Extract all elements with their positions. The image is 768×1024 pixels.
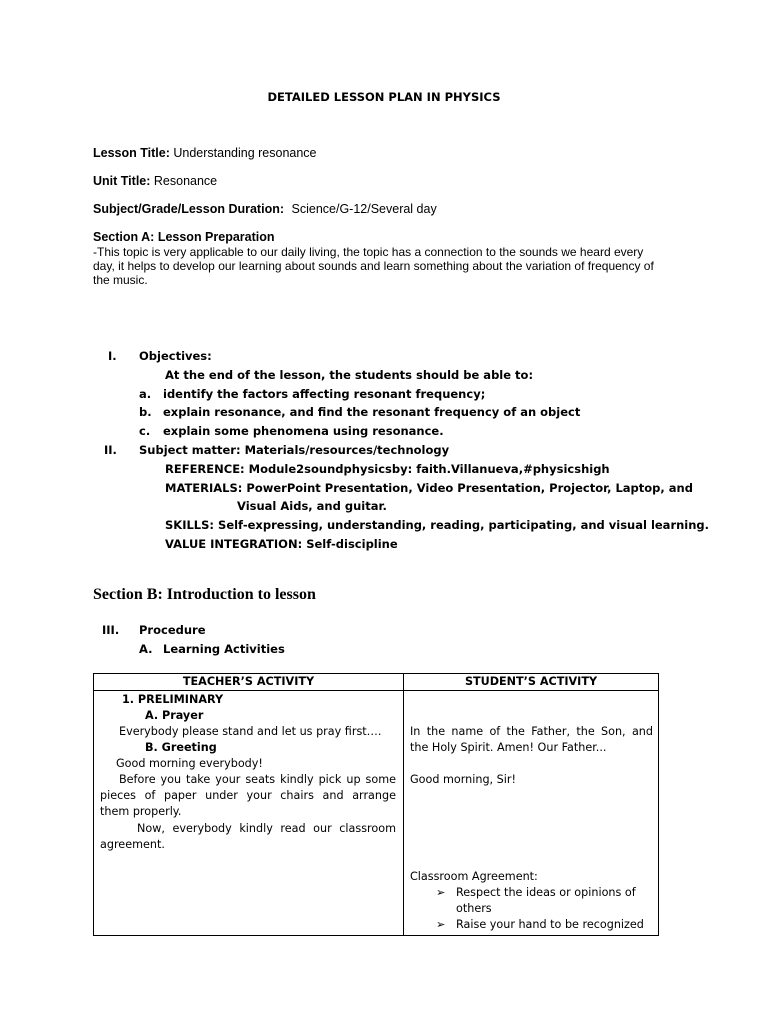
materials-value-continued: Visual Aids, and guitar. [237, 499, 387, 513]
reference-line [165, 462, 610, 476]
arrowhead-bullet-icon: ➢ [436, 918, 446, 931]
agreement-item-2 [436, 917, 644, 933]
materials-label: MATERIALS: [165, 481, 243, 495]
read-agreement-line1: Now, everybody kindly read our classroom [137, 822, 396, 835]
unit-title-line [93, 174, 217, 188]
skills-label: SKILLS: [165, 518, 215, 532]
lesson-title-value: Understanding resonance [173, 146, 317, 160]
subject-matter-numeral: II. [104, 443, 117, 457]
document-title: DETAILED LESSON PLAN IN PHYSICS [267, 90, 501, 104]
prayer-heading: A. Prayer [145, 709, 204, 722]
student-activity-header: STUDENT’S ACTIVITY [404, 674, 659, 691]
objective-item-c: explain some phenomena using resonance. [163, 424, 444, 438]
greeting-instruction: Good morning everybody! [116, 757, 263, 770]
teacher-activity-header: TEACHER’S ACTIVITY [94, 674, 404, 691]
subject-matter-label: Subject matter: Materials/resources/technology [139, 443, 450, 457]
agreement-item-1-line1: Respect the ideas or opinions of [456, 886, 636, 899]
agreement-item-1-line2: others [456, 902, 492, 915]
section-b-heading: Section B: Introduction to lesson [93, 586, 316, 603]
pickup-instruction-line1: Before you take your seats kindly pick up some [119, 773, 396, 786]
value-integration-value: Self-discipline [306, 537, 398, 551]
student-activity-cell [404, 691, 659, 936]
classroom-agreement-heading: Classroom Agreement: [410, 870, 538, 883]
table-row [94, 691, 659, 936]
objectives-intro: At the end of the lesson, the students should be able to: [165, 368, 534, 382]
objective-marker-a: a. [139, 387, 152, 401]
skills-value: Self-expressing, understanding, reading, participating, and visual learning. [218, 518, 710, 532]
objective-marker-c: c. [139, 424, 151, 438]
procedure-label: Procedure [139, 623, 206, 637]
subject-label: Subject/Grade/Lesson Duration: [93, 202, 285, 216]
greeting-heading: B. Greeting [145, 741, 217, 754]
objective-marker-b: b. [139, 405, 152, 419]
student-prayer-line2: the Holy Spirit. Amen! Our Father... [410, 741, 607, 754]
lesson-title-label: Lesson Title: [93, 146, 170, 160]
agreement-item-2-text: Raise your hand to be recognized [456, 918, 644, 931]
unit-title-label: Unit Title: [93, 174, 151, 188]
materials-line [165, 481, 693, 495]
agreement-item-1 [436, 885, 636, 901]
arrowhead-bullet-icon: ➢ [436, 886, 446, 899]
skills-line [165, 518, 709, 532]
materials-value: PowerPoint Presentation, Video Presentation, Projector, Laptop, and [246, 481, 693, 495]
student-prayer-line1: In the name of the Father, the Son, and [410, 725, 653, 738]
preliminary-heading: 1. PRELIMINARY [122, 693, 224, 706]
reference-label: REFERENCE: [165, 462, 245, 476]
table-header-row [94, 674, 659, 691]
objective-item-b: explain resonance, and find the resonant frequency of an object [163, 405, 581, 419]
learning-activities-table [93, 673, 659, 936]
section-a-heading: Section A: Lesson Preparation [93, 230, 275, 244]
read-agreement-line2: agreement. [100, 838, 165, 851]
teacher-activity-cell [94, 691, 404, 936]
lesson-title-line [93, 146, 317, 160]
value-integration-label: VALUE INTEGRATION: [165, 537, 303, 551]
prayer-instruction: Everybody please stand and let us pray first…. [119, 725, 382, 738]
procedure-numeral: III. [102, 623, 120, 637]
learning-activities-label: Learning Activities [163, 642, 285, 656]
student-greeting: Good morning, Sir! [410, 773, 516, 786]
objectives-numeral: I. [108, 349, 117, 363]
value-integration-line [165, 537, 398, 551]
learning-activities-marker: A. [139, 642, 153, 656]
unit-title-value: Resonance [153, 174, 218, 188]
section-a-paragraph: -This topic is very applicable to our daily living, the topic has a connection to the sounds we heard every day, it helps to develop our learning about sounds and learn something about the variation of frequency of the music. [93, 245, 654, 287]
reference-value: Module2soundphysicsby: faith.Villanueva,#physicshigh [248, 462, 610, 476]
subject-line [93, 202, 437, 216]
pickup-instruction-line3: them properly. [100, 805, 182, 818]
objectives-label: Objectives: [139, 349, 212, 363]
pickup-instruction-line2: pieces of paper under your chairs and arrange [100, 789, 396, 802]
objective-item-a: identify the factors affecting resonant frequency; [163, 387, 486, 401]
subject-value: Science/G-12/Several day [291, 202, 437, 216]
